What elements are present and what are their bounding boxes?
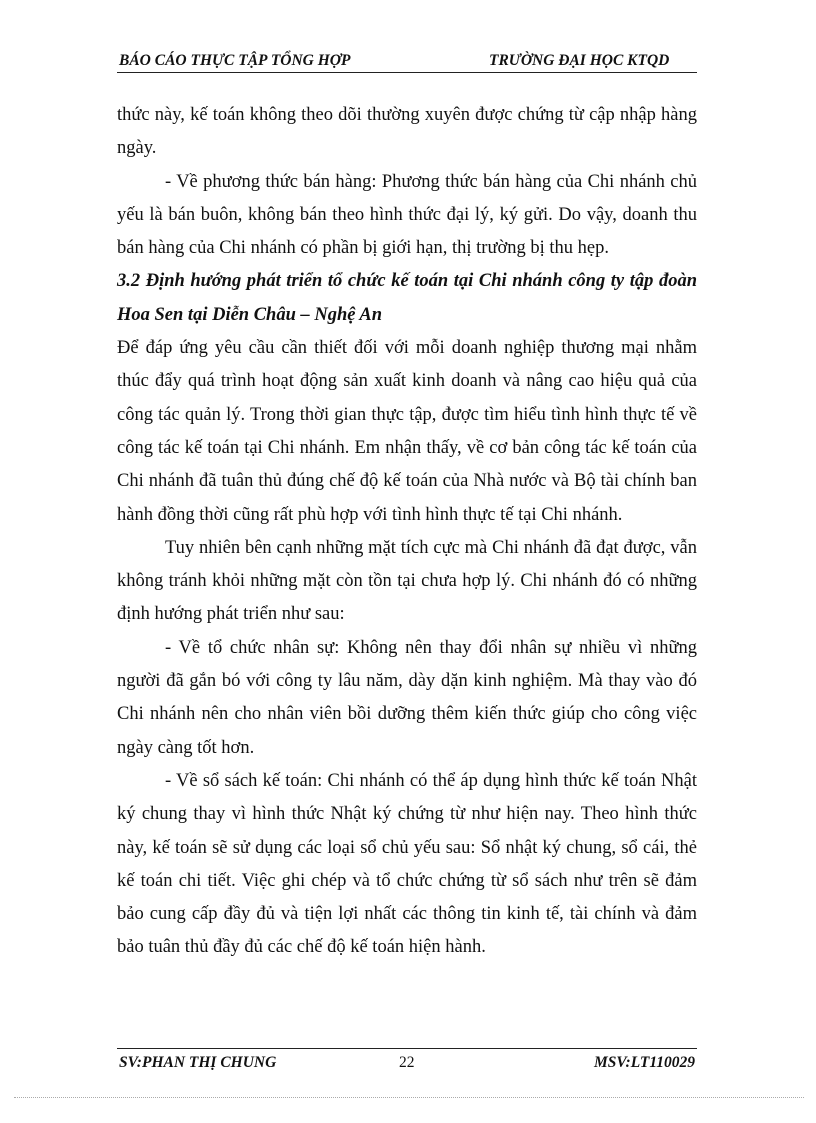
page-footer: [117, 1048, 697, 1073]
paragraph-sales-method: - Về phương thức bán hàng: Phương thức bán hàng của Chi nhánh chủ yếu là bán buôn, không bán theo hình thức đại lý, ký gửi. Do vậy, doanh thu bán hàng của Chi nhánh có phần bị giới hạn, thị trường bị thu hẹp.: [117, 171, 697, 259]
footer-student-name: SV:PHAN THỊ CHUNG: [119, 1054, 277, 1071]
page-body: [117, 99, 697, 965]
page-edge-divider: [14, 1097, 804, 1098]
footer-student-id: MSV:LT110029: [593, 1054, 695, 1071]
page-header: [117, 50, 697, 73]
paragraph-intro: Để đáp ứng yêu cầu cần thiết đối với mỗi doanh nghiệp thương mại nhằm thúc đẩy quá trình hoạt động sản xuất kinh doanh và nâng cao hiệu quả của công tác quản lý. Trong thời gian thực tập, được tìm hiểu tình hình thực tế về công tác kế toán tại Chi nhánh. Em nhận thấy, về cơ bản công tác kế toán của Chi nhánh đã tuân thủ đúng chế độ kế toán của Nhà nước và Bộ tài chính ban hành đồng thời cũng rất phù hợp với tình hình thực tế tại Chi nhánh.: [117, 338, 697, 525]
paragraph-continuation: thức này, kế toán không theo dõi thường xuyên được chứng từ cập nhập hàng ngày.: [117, 105, 697, 159]
page-number: 22: [399, 1054, 415, 1071]
header-university: TRƯỜNG ĐẠI HỌC KTQD: [489, 52, 670, 69]
paragraph-bookkeeping: - Về sổ sách kế toán: Chi nhánh có thể áp dụng hình thức kế toán Nhật ký chung thay vì hình thức Nhật ký chứng từ như hiện nay. Theo hình thức này, kế toán sẽ sử dụng các loại sổ chủ yếu sau: Sổ nhật ký chung, sổ cái, thẻ kế toán chi tiết. Việc ghi chép và tổ chức chứng từ sổ sách như trên sẽ đảm bảo cung cấp đầy đủ và tiện lợi nhất các thông tin kinh tế, tài chính và đảm bảo tuân thủ đầy đủ các chế độ kế toán hiện hành.: [117, 770, 697, 958]
paragraph-orientation: Tuy nhiên bên cạnh những mặt tích cực mà Chi nhánh đã đạt được, vẫn không tránh khỏi những mặt còn tồn tại chưa hợp lý. Chi nhánh đó có những định hướng phát triển như sau:: [117, 537, 697, 625]
paragraph-personnel: - Về tổ chức nhân sự: Không nên thay đổi nhân sự nhiều vì những người đã gắn bó với công ty lâu năm, dày dặn kinh nghiệm. Mà thay vào đó Chi nhánh nên cho nhân viên bồi dưỡng thêm kiến thức giúp cho công việc ngày càng tốt hơn.: [117, 637, 697, 758]
section-heading: 3.2 Định hướng phát triển tổ chức kế toán tại Chi nhánh công ty tập đoàn Hoa Sen tại Diễn Châu – Nghệ An: [117, 271, 697, 325]
header-report-title: BÁO CÁO THỰC TẬP TỔNG HỢP: [119, 52, 351, 69]
